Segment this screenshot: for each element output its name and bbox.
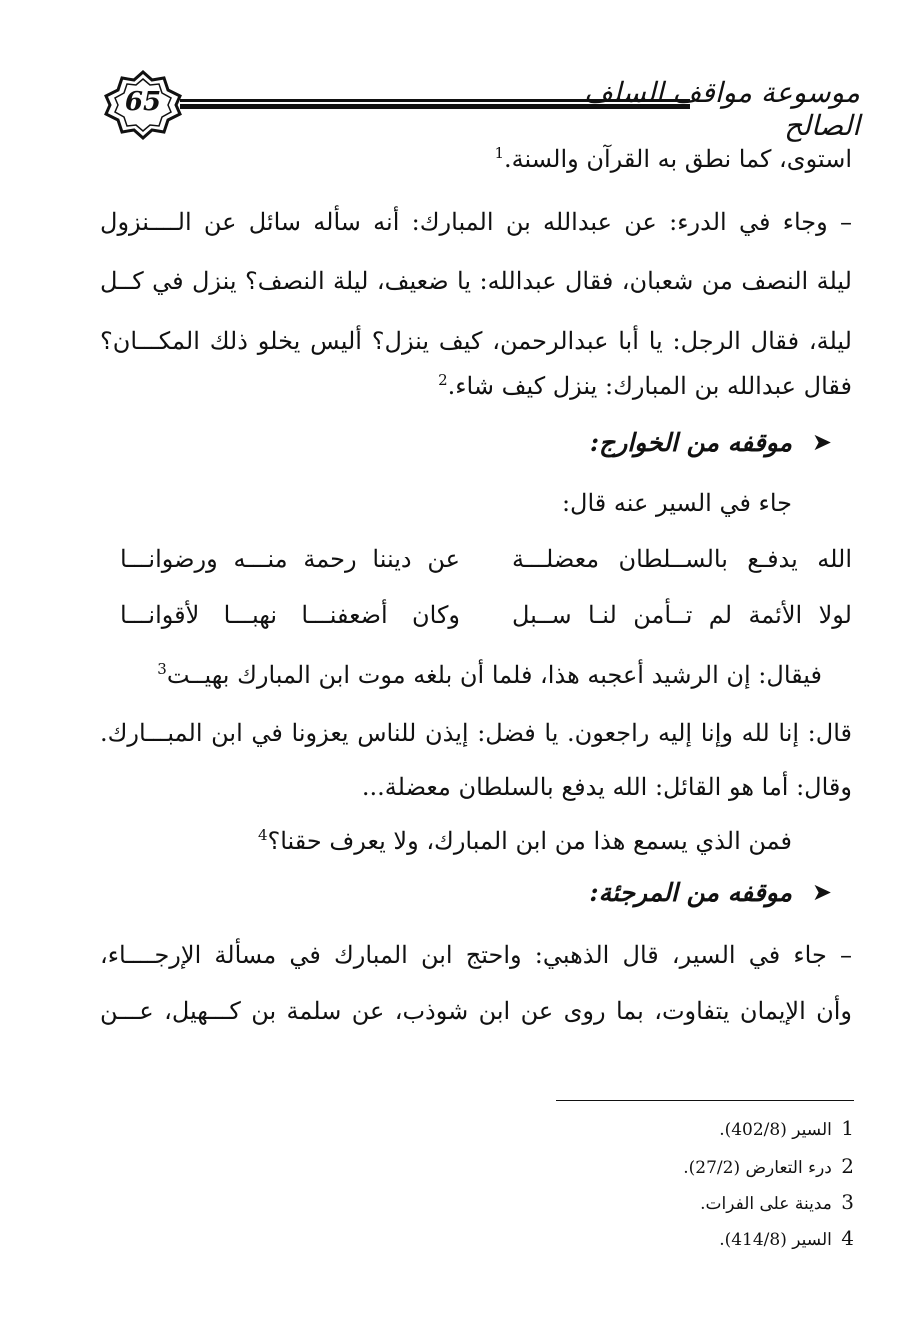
- verse-hemistich: عن ديننا رحمة منـــه ورضوانـــا: [120, 545, 460, 573]
- verse-line: [100, 596, 852, 636]
- footnote-number: 1: [841, 1116, 854, 1140]
- text-line: وقال: أما هو القائل: الله يدفع بالسلطان معضلة...: [361, 773, 852, 801]
- text-line: ليلة، فقال الرجل: يا أبا عبدالرحمن، كيف ينزل؟ أليس يخلو ذلك المكـــان؟: [100, 327, 852, 355]
- text-line: – وجاء في الدرء: عن عبدالله بن المبارك: أنه سأله سائل عن الــــنزول: [100, 208, 852, 236]
- verse-hemistich: الله يدفـع بالســلطان معضلـــة: [512, 545, 852, 573]
- footnote-text: السير (414/8).: [719, 1230, 832, 1250]
- section-heading: [100, 428, 832, 457]
- series-title: موسوعة مواقف السلف الصالح: [583, 76, 860, 142]
- arrow-bullet-icon: ➤: [811, 428, 832, 456]
- text-run: فقال عبدالله بن المبارك: ينزل كيف شاء.: [447, 372, 852, 400]
- footnote: [500, 1152, 854, 1182]
- verse-line: [100, 540, 852, 580]
- text-line: وأن الإيمان يتفاوت، بما روى عن ابن شوذب، عن سلمة بن كـــهيل، عـــن: [100, 997, 852, 1025]
- footnote-number: 3: [841, 1190, 854, 1214]
- text-line: جاء في السير عنه قال:: [561, 489, 792, 517]
- text-run: استوى، كما نطق به القرآن والسنة.: [503, 145, 852, 173]
- footnote: [500, 1224, 854, 1254]
- page-number: 65: [124, 87, 162, 117]
- footnote: [500, 1188, 854, 1218]
- page-number-badge: [100, 70, 186, 140]
- footnote-ref: 2: [438, 371, 448, 389]
- text-line: [100, 822, 792, 860]
- footnote-separator: [556, 1100, 854, 1101]
- footnote-number: 2: [841, 1154, 854, 1178]
- footnote-text: السير (402/8).: [719, 1120, 832, 1140]
- footnote-ref: 4: [257, 826, 268, 844]
- verse-hemistich: وكان أضعفنـــا نهبـــا لأقوانـــا: [120, 601, 460, 629]
- text-line: [100, 140, 852, 178]
- arrow-bullet-icon: ➤: [811, 878, 832, 906]
- footnote-text: درء التعارض (27/2).: [683, 1158, 832, 1178]
- verse-hemistich: لولا الأئمة لم تــأمن لنـا ســبل: [512, 601, 852, 629]
- footnote-ref: 1: [494, 144, 504, 162]
- footnote-number: 4: [841, 1226, 854, 1250]
- text-line: قال: إنا لله وإنا إليه راجعون. يا فضل: إيذن للناس يعزونا في ابن المبـــارك.: [100, 719, 852, 747]
- footnote-ref: 3: [157, 660, 167, 678]
- text-line: [100, 367, 852, 405]
- heading-text: موقفه من المرجئة:: [589, 878, 792, 907]
- text-line: – جاء في السير، قال الذهبي: واحتج ابن المبارك في مسألة الإرجــــاء،: [100, 941, 852, 969]
- footnote: [500, 1114, 854, 1144]
- text-run: فيقال: إن الرشيد أعجبه هذا، فلما أن بلغه موت ابن المبارك بهيــت: [166, 661, 822, 689]
- footnote-text: مدينة على الفرات.: [700, 1194, 832, 1214]
- section-heading: [100, 878, 832, 907]
- text-line: ليلة النصف من شعبان، فقال عبدالله: يا ضعيف، ليلة النصف؟ ينزل في كــل: [100, 267, 852, 295]
- heading-text: موقفه من الخوارج:: [589, 428, 792, 457]
- text-line: [130, 656, 822, 694]
- page-header: [100, 70, 860, 140]
- text-run: فمن الذي يسمع هذا من ابن المبارك، ولا يعرف حقنا؟: [267, 827, 792, 855]
